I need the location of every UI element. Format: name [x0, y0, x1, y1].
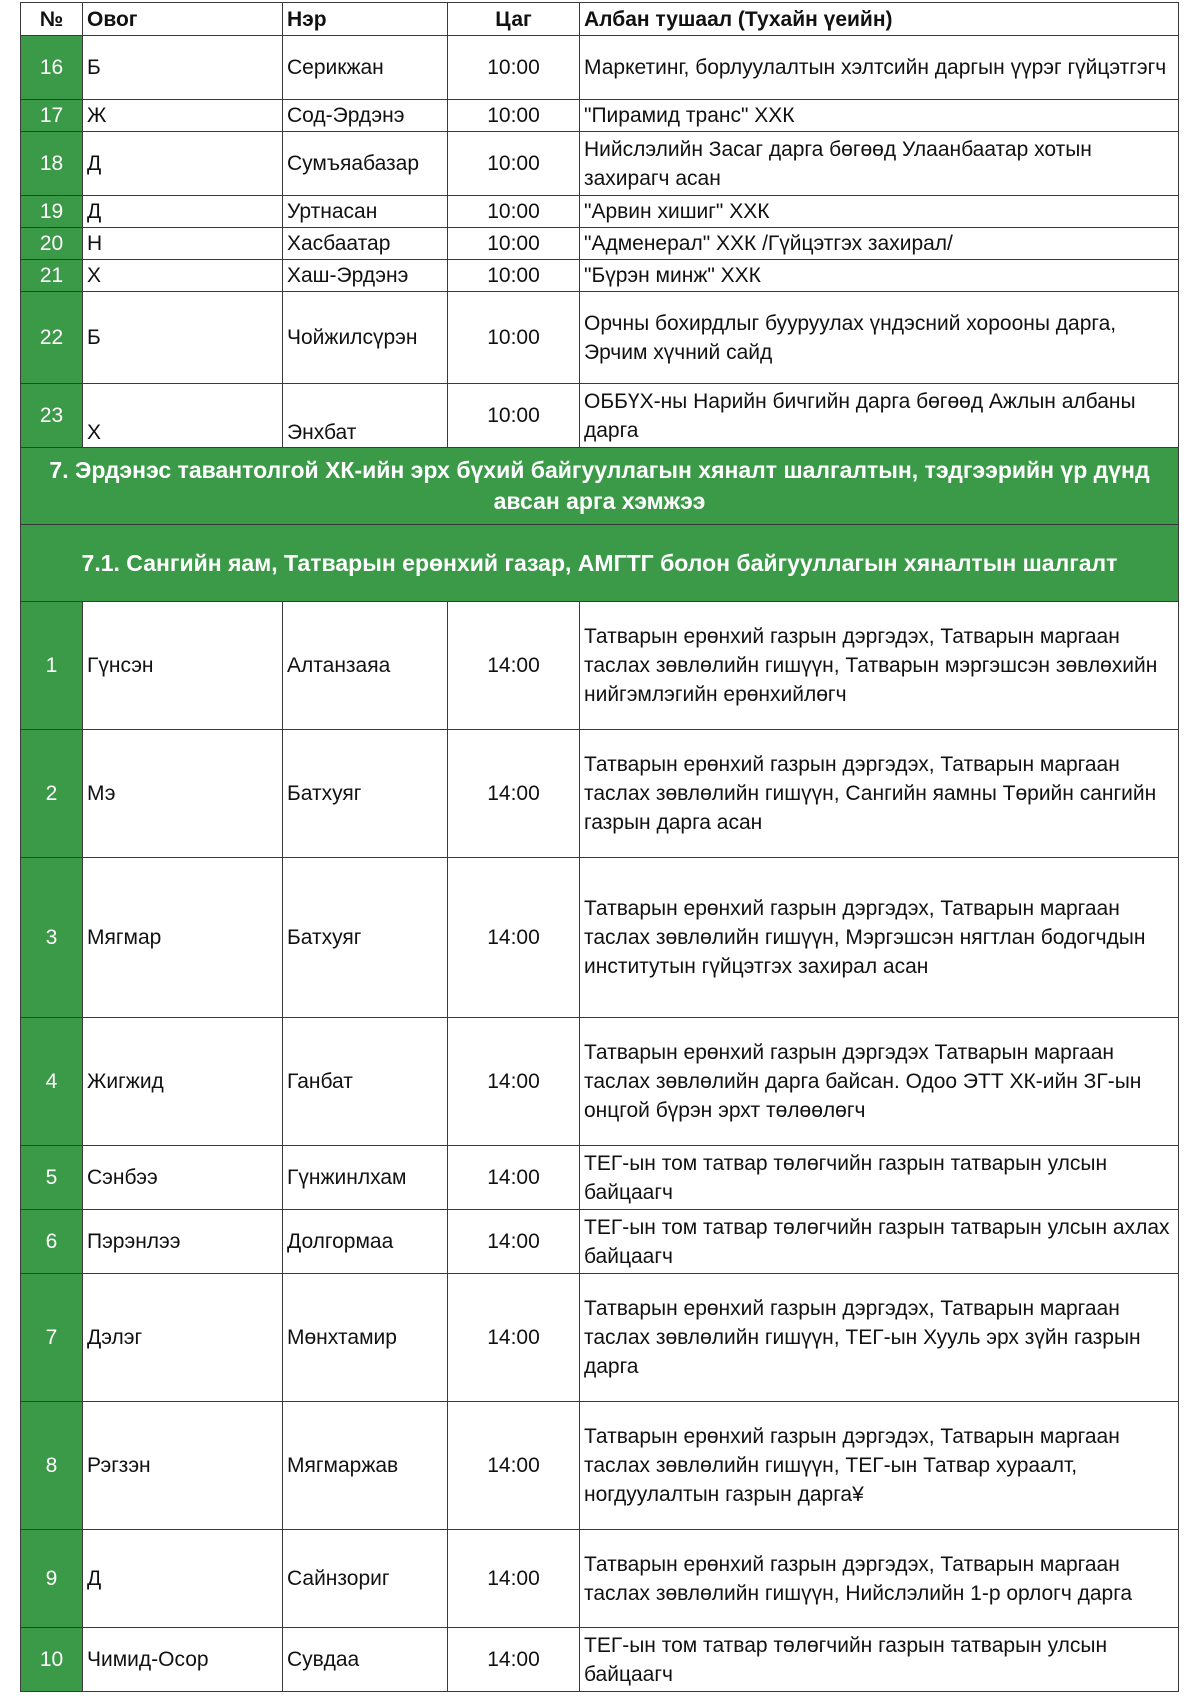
row-num: 10: [21, 1628, 83, 1692]
table-row: [21, 260, 1179, 292]
table-row: [21, 196, 1179, 228]
row-surname: Пэрэнлээ: [83, 1210, 283, 1274]
row-surname: Сэнбээ: [83, 1146, 283, 1210]
row-surname: Д: [83, 196, 283, 228]
row-name: Серикжан: [283, 36, 448, 100]
row-num: 2: [21, 730, 83, 858]
header-name: Нэр: [283, 3, 448, 36]
row-position: ТЕГ-ын том татвар төлөгчийн газрын татварын улсын байцаагч: [580, 1146, 1179, 1210]
section-7-heading: 7. Эрдэнэс тавантолгой ХК-ийн эрх бүхий байгууллагын хяналт шалгалтын, тэдгээрийн үр дүнд авсан арга хэмжээ: [21, 448, 1179, 525]
table-row: [21, 730, 1179, 858]
row-name: Сайнзориг: [283, 1530, 448, 1628]
hearing-schedule-table: [20, 2, 1179, 1692]
row-surname: Д: [83, 1530, 283, 1628]
row-position: Татварын ерөнхий газрын дэргэдэх Татварын маргаан таслах зөвлөлийн дарга байсан. Одоо ЭТТ ХК-ийн ЗГ-ын онцгой бүрэн эрхт төлөөлөгч: [580, 1018, 1179, 1146]
row-position: Нийслэлийн Засаг дарга бөгөөд Улаанбаатар хотын захирагч асан: [580, 132, 1179, 196]
table-row: [21, 100, 1179, 132]
row-position: Маркетинг, борлуулалтын хэлтсийн даргын үүрэг гүйцэтгэгч: [580, 36, 1179, 100]
row-position: Татварын ерөнхий газрын дэргэдэх, Татварын маргаан таслах зөвлөлийн гишүүн, Мэргэшсэн нягтлан бодогчдын институтын гүйцэтгэх захирал асан: [580, 858, 1179, 1018]
row-position: Татварын ерөнхий газрын дэргэдэх, Татварын маргаан таслах зөвлөлийн гишүүн, Татварын мэргэшсэн зөвлөхийн нийгэмлэгийн ерөнхийлөгч: [580, 602, 1179, 730]
row-time: 14:00: [448, 730, 580, 858]
header-surname: Овог: [83, 3, 283, 36]
row-position: Татварын ерөнхий газрын дэргэдэх, Татварын маргаан таслах зөвлөлийн гишүүн, ТЕГ-ын Хууль эрх зүйн газрын дарга: [580, 1274, 1179, 1402]
row-surname: Б: [83, 36, 283, 100]
row-name: Сумъяабазар: [283, 132, 448, 196]
table-row: [21, 1530, 1179, 1628]
row-position: ОББҮХ-ны Нарийн бичгийн дарга бөгөөд Ажлын албаны дарга: [580, 384, 1179, 448]
row-num: 23: [21, 384, 83, 448]
row-name: Хаш-Эрдэнэ: [283, 260, 448, 292]
row-time: 10:00: [448, 292, 580, 384]
row-position: Татварын ерөнхий газрын дэргэдэх, Татварын маргаан таслах зөвлөлийн гишүүн, ТЕГ-ын Татвар хураалт, ногдуулалтын газрын дарга¥: [580, 1402, 1179, 1530]
table-row: [21, 1274, 1179, 1402]
row-time: 14:00: [448, 1530, 580, 1628]
row-num: 5: [21, 1146, 83, 1210]
row-num: 22: [21, 292, 83, 384]
row-time: 14:00: [448, 1274, 580, 1402]
row-surname: Дэлэг: [83, 1274, 283, 1402]
row-surname: Н: [83, 228, 283, 260]
row-name: Уртнасан: [283, 196, 448, 228]
row-position: Орчны бохирдлыг бууруулах үндэсний хорооны дарга, Эрчим хүчний сайд: [580, 292, 1179, 384]
row-num: 3: [21, 858, 83, 1018]
row-surname: Чимид-Осор: [83, 1628, 283, 1692]
row-surname: Мягмар: [83, 858, 283, 1018]
row-surname: Б: [83, 292, 283, 384]
row-time: 14:00: [448, 1210, 580, 1274]
row-name: Энхбат: [283, 384, 448, 448]
section-row: [21, 448, 1179, 525]
row-name: Батхуяг: [283, 858, 448, 1018]
row-time: 14:00: [448, 1628, 580, 1692]
row-name: Долгормаа: [283, 1210, 448, 1274]
row-name: Алтанзаяа: [283, 602, 448, 730]
row-surname: Ж: [83, 100, 283, 132]
table-row: [21, 1210, 1179, 1274]
row-time: 10:00: [448, 36, 580, 100]
row-num: 19: [21, 196, 83, 228]
row-name: Мөнхтамир: [283, 1274, 448, 1402]
row-position: ТЕГ-ын том татвар төлөгчийн газрын татварын улсын ахлах байцаагч: [580, 1210, 1179, 1274]
section-7-1-heading: 7.1. Сангийн яам, Татварын ерөнхий газар, АМГТГ болон байгууллагын хяналтын шалгалт: [21, 525, 1179, 602]
table-row: [21, 36, 1179, 100]
row-surname: Х: [83, 384, 283, 448]
table-row: [21, 1146, 1179, 1210]
table-row: [21, 1402, 1179, 1530]
header-position: Албан тушаал (Тухайн үеийн): [580, 3, 1179, 36]
row-surname: Мэ: [83, 730, 283, 858]
row-name: Батхуяг: [283, 730, 448, 858]
row-position: "Арвин хишиг" ХХК: [580, 196, 1179, 228]
table-row: [21, 292, 1179, 384]
row-num: 20: [21, 228, 83, 260]
row-time: 14:00: [448, 1018, 580, 1146]
row-time: 10:00: [448, 260, 580, 292]
row-time: 10:00: [448, 196, 580, 228]
table-row: [21, 602, 1179, 730]
row-num: 4: [21, 1018, 83, 1146]
table-row: [21, 1628, 1179, 1692]
row-name: Мягмаржав: [283, 1402, 448, 1530]
row-num: 21: [21, 260, 83, 292]
table-row: [21, 132, 1179, 196]
table-row: [21, 384, 1179, 448]
row-num: 18: [21, 132, 83, 196]
row-name: Хасбаатар: [283, 228, 448, 260]
row-position: Татварын ерөнхий газрын дэргэдэх, Татварын маргаан таслах зөвлөлийн гишүүн, Нийслэлийн 1-р орлогч дарга: [580, 1530, 1179, 1628]
row-time: 10:00: [448, 132, 580, 196]
table-row: [21, 858, 1179, 1018]
row-surname: Гүнсэн: [83, 602, 283, 730]
row-position: "Адменерал" ХХК /Гүйцэтгэх захирал/: [580, 228, 1179, 260]
header-num: №: [21, 3, 83, 36]
row-num: 9: [21, 1530, 83, 1628]
row-time: 10:00: [448, 228, 580, 260]
row-position: Татварын ерөнхий газрын дэргэдэх, Татварын маргаан таслах зөвлөлийн гишүүн, Сангийн яамны Төрийн сангийн газрын дарга асан: [580, 730, 1179, 858]
row-num: 8: [21, 1402, 83, 1530]
row-position: ТЕГ-ын том татвар төлөгчийн газрын татварын улсын байцаагч: [580, 1628, 1179, 1692]
row-surname: Х: [83, 260, 283, 292]
row-position: "Бүрэн минж" ХХК: [580, 260, 1179, 292]
row-time: 10:00: [448, 100, 580, 132]
row-num: 6: [21, 1210, 83, 1274]
table-row: [21, 1018, 1179, 1146]
row-position: "Пирамид транс" ХХК: [580, 100, 1179, 132]
row-name: Гүнжинлхам: [283, 1146, 448, 1210]
row-num: 17: [21, 100, 83, 132]
row-num: 7: [21, 1274, 83, 1402]
table-row: [21, 228, 1179, 260]
row-num: 16: [21, 36, 83, 100]
row-time: 14:00: [448, 602, 580, 730]
row-surname: Д: [83, 132, 283, 196]
row-time: 10:00: [448, 384, 580, 448]
row-surname: Жигжид: [83, 1018, 283, 1146]
header-row: [21, 3, 1179, 36]
row-name: Сувдаа: [283, 1628, 448, 1692]
row-surname: Рэгзэн: [83, 1402, 283, 1530]
section-row: [21, 525, 1179, 602]
row-name: Ганбат: [283, 1018, 448, 1146]
row-name: Чойжилсүрэн: [283, 292, 448, 384]
row-time: 14:00: [448, 1402, 580, 1530]
row-time: 14:00: [448, 858, 580, 1018]
header-time: Цаг: [448, 3, 580, 36]
spreadsheet: [20, 2, 1178, 1692]
row-time: 14:00: [448, 1146, 580, 1210]
row-num: 1: [21, 602, 83, 730]
row-name: Сод-Эрдэнэ: [283, 100, 448, 132]
